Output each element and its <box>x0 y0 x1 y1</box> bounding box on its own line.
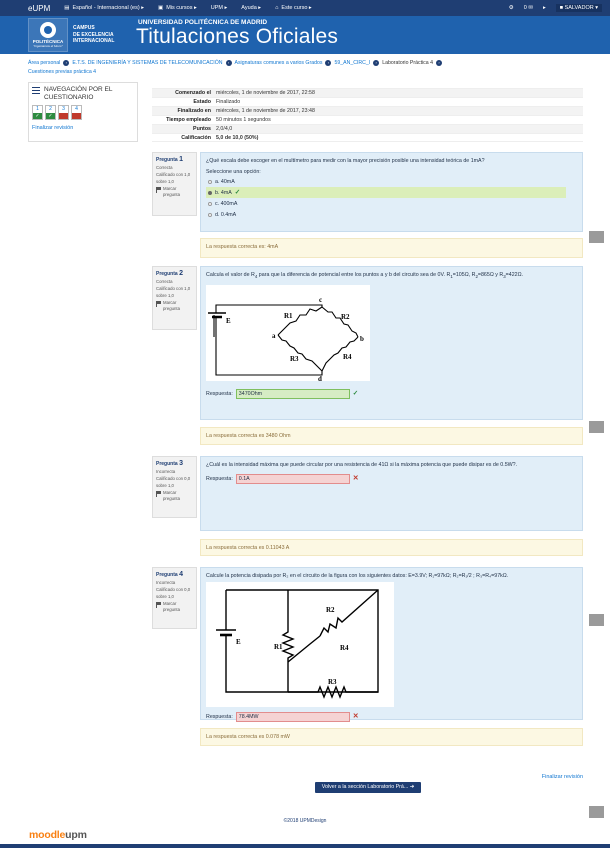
answer-input[interactable]: 78.4MW <box>236 712 350 722</box>
question-grade: Calificado con 1,0 sobre 1,0 <box>156 286 191 298</box>
question-grade: Calificado con 0,0 sobre 1,0 <box>156 587 191 599</box>
flag-label: Marcar pregunta <box>163 300 180 311</box>
label-r2: R2 <box>341 313 350 322</box>
university-name: UNIVERSIDAD POLITÉCNICA DE MADRID <box>138 19 268 26</box>
summary-key: Tiempo empleado <box>166 117 211 123</box>
question-num: 3 <box>179 460 183 467</box>
label-a: a <box>272 332 276 341</box>
brand-link[interactable]: eUPM <box>28 3 51 13</box>
my-courses-label: Mis cursos ▸ <box>166 5 197 11</box>
label-r1: R1 <box>284 312 293 321</box>
menu-icon <box>32 87 40 94</box>
campus-label <box>73 25 114 45</box>
language-menu[interactable] <box>64 5 144 11</box>
flag-label: Marcar pregunta <box>163 601 180 612</box>
breadcrumb-item[interactable]: E.T.S. DE INGENIERÍA Y SISTEMAS DE TELECOMUNICACIÓN <box>72 60 223 66</box>
this-course-label: Este curso ▸ <box>281 5 312 11</box>
quiz-navigation-title: NAVEGACIÓN POR EL <box>44 86 113 93</box>
correct-answer-feedback: La respuesta correcta es 0.11043 A <box>200 539 583 556</box>
question-info <box>152 456 197 518</box>
question-label: Pregunta <box>156 157 178 163</box>
bottom-line <box>0 844 610 848</box>
upm-menu[interactable] <box>211 5 228 11</box>
radio-button[interactable] <box>208 213 212 217</box>
question-number <box>156 270 193 278</box>
chevron-right-icon: › <box>373 60 379 66</box>
summary-row <box>152 97 583 106</box>
side-marker <box>589 614 604 626</box>
chevron-right-icon: › <box>436 60 442 66</box>
circuit-diagram <box>206 582 394 707</box>
summary-key: Estado <box>193 99 211 105</box>
back-button-label: Volver a la sección Laboratorio Prá... <box>321 784 409 790</box>
quiz-navigation-title: CUESTIONARIO <box>44 94 94 101</box>
question-text-part: =105Ω, R <box>452 272 476 278</box>
correct-answer-feedback: La respuesta correcta es 0.078 mW <box>200 728 583 746</box>
radio-button[interactable] <box>208 202 212 206</box>
question-buttons <box>32 105 137 120</box>
summary-value: Finalizado <box>216 99 241 105</box>
flag-question-button[interactable] <box>156 601 193 613</box>
answer-row <box>206 474 577 484</box>
summary-key: Finalizado en <box>177 108 211 114</box>
question-content <box>200 456 583 531</box>
label-r3: R3 <box>328 678 337 686</box>
attempt-summary-table <box>152 88 583 142</box>
logo-name: POLITÉCNICA <box>32 39 64 44</box>
top-navbar <box>0 0 610 16</box>
option-label: b. 4mA <box>215 189 232 196</box>
question-number: 4 <box>72 106 81 113</box>
question-button-2[interactable] <box>45 105 56 120</box>
question-grade: Calificado con 1,0 sobre 1,0 <box>156 172 191 184</box>
sign-in-icon: ➜ <box>409 784 415 790</box>
message-count: 0 <box>523 5 527 11</box>
summary-value: 50 minutos 1 segundos <box>216 117 271 123</box>
breadcrumb-item[interactable]: Área personal <box>28 60 61 66</box>
flag-icon <box>156 187 161 193</box>
user-name: SALVADOR ▾ <box>564 5 598 11</box>
question-text-sub: 4 <box>254 274 258 280</box>
answer-label: Respuesta: <box>206 714 233 720</box>
question-label: Pregunta <box>156 461 178 467</box>
flag-label: Marcar pregunta <box>163 490 180 501</box>
chevron-right-icon: › <box>325 60 331 66</box>
seal-icon <box>40 22 56 38</box>
breadcrumb <box>28 59 588 77</box>
answer-label: Respuesta: <box>206 391 233 398</box>
label-e: E <box>226 317 231 326</box>
help-menu[interactable] <box>241 5 261 11</box>
messages-button[interactable] <box>524 5 533 11</box>
campus-line: DE EXCELENCIA <box>73 31 114 38</box>
question-info <box>152 152 197 216</box>
expand-icon[interactable]: ▸ <box>542 5 546 11</box>
summary-value: 5,0 de 10,0 (50%) <box>216 135 259 141</box>
question-state: Correcta <box>156 279 173 284</box>
flag-icon <box>156 301 161 307</box>
option-c[interactable] <box>206 198 566 209</box>
label-d: d <box>318 375 322 382</box>
home-icon: ⌂ <box>275 5 279 11</box>
question-text-sub: 3 <box>503 274 506 280</box>
question-content <box>200 567 583 720</box>
help-label: Ayuda ▸ <box>241 5 262 11</box>
chevron-right-icon: › <box>226 60 232 66</box>
question-button-1[interactable] <box>32 105 43 120</box>
label-r2: R2 <box>326 606 335 614</box>
question-button-3[interactable] <box>58 105 69 120</box>
option-label: a. 40mA <box>215 178 235 185</box>
summary-row <box>152 106 583 115</box>
upm-label: UPM ▸ <box>210 5 228 11</box>
chevron-right-icon: › <box>63 60 69 66</box>
resistor-circuit-svg <box>206 582 394 707</box>
upm-logo[interactable] <box>28 18 68 52</box>
answer-input[interactable]: 0.1A <box>236 474 350 484</box>
question-content <box>200 266 583 420</box>
question-text-sub: 2 <box>475 274 478 280</box>
question-text <box>206 271 577 281</box>
breadcrumb-item[interactable]: Cuestiones previas práctica 4 <box>28 69 97 75</box>
question-content <box>200 152 583 232</box>
summary-row <box>152 124 583 133</box>
settings-icon[interactable]: ⚙ <box>508 5 514 11</box>
quiz-navigation-header <box>29 83 137 105</box>
finish-review-link[interactable]: Finalizar revisión <box>541 774 583 780</box>
question-number <box>156 460 193 468</box>
flag-question-button[interactable] <box>156 186 193 198</box>
label-c: c <box>319 296 323 305</box>
user-menu[interactable] <box>556 4 602 12</box>
question-text: ¿Qué escala debe escoger en el multímetro para medir con la mayor precisión posible una intensidad teórica de 1mA? <box>206 158 485 164</box>
moodle-logo-part: upm <box>65 829 87 841</box>
radio-button[interactable] <box>208 180 212 184</box>
copyright: ©2018 UPMDesign <box>283 818 327 824</box>
option-d[interactable] <box>206 209 566 220</box>
header-banner <box>0 16 610 54</box>
this-course-menu[interactable] <box>275 5 312 11</box>
option-b[interactable] <box>206 187 566 198</box>
avatar: ■ <box>559 5 564 11</box>
moodle-logo-part: moodle <box>29 829 66 841</box>
question-state: Incorrecta <box>156 469 176 474</box>
incorrect-status <box>59 113 68 119</box>
bridge-circuit-svg <box>206 285 370 381</box>
question-num: 1 <box>179 156 183 163</box>
label-e: E <box>236 638 241 646</box>
summary-value: miércoles, 1 de noviembre de 2017, 22:58 <box>216 90 315 96</box>
question-text: ¿Cuál es la intensidad máxima que puede circular por una resistencia de 41Ω si la máxima potencia que puede disipar es de 0.5W?. <box>206 462 518 468</box>
correct-answer-feedback: La respuesta correcta es: 4mA <box>200 238 583 258</box>
radio-button[interactable] <box>208 191 212 195</box>
label-r3: R3 <box>290 355 299 364</box>
summary-row <box>152 88 583 97</box>
check-icon: ✓ <box>33 113 42 119</box>
question-label: Pregunta <box>156 271 178 277</box>
summary-value: miércoles, 1 de noviembre de 2017, 23:48 <box>216 108 315 114</box>
question-text: Calcule la potencia disipada por R₂ en el circuito de la figura con los siguientes datos: E=3.9V; R₁=97kΩ; R₂=R₁/2 ; R₃=R₄=97kΩ. <box>206 573 509 579</box>
question-num: 4 <box>179 571 183 578</box>
summary-key: Calificación <box>181 135 211 141</box>
question-number: 3 <box>59 106 68 113</box>
side-marker <box>589 231 604 243</box>
label-b: b <box>360 335 364 344</box>
cross-icon: ✕ <box>352 713 359 720</box>
summary-key: Puntos <box>193 126 211 132</box>
breadcrumb-item[interactable]: Laboratorio Práctica 4 <box>382 60 433 66</box>
question-text-part: Calcula el valor de R <box>206 272 255 278</box>
incorrect-status <box>72 113 81 119</box>
question-state: Correcta <box>156 165 173 170</box>
answer-input[interactable]: 3470Ohm <box>236 389 350 399</box>
check-icon: ✓ <box>46 113 55 119</box>
label-r4: R4 <box>343 353 352 362</box>
side-marker <box>589 421 604 433</box>
question-text-part: =865Ω y R <box>477 272 504 278</box>
question-label: Pregunta <box>156 572 178 578</box>
question-info <box>152 266 197 330</box>
question-number: 2 <box>46 106 55 113</box>
summary-value: 2,0/4,0 <box>216 126 233 132</box>
question-button-4[interactable] <box>71 105 82 120</box>
back-to-section-button[interactable] <box>315 782 421 793</box>
summary-key: Comenzado el <box>175 90 211 96</box>
correct-answer-feedback: La respuesta correcta es 3480 Ohm <box>200 427 583 445</box>
flag-icon <box>156 491 161 497</box>
question-text-part: =422Ω. <box>505 272 524 278</box>
side-marker <box>589 806 604 818</box>
option-label: c. 400mA <box>215 200 238 207</box>
flag-icon <box>156 602 161 608</box>
question-number: 1 <box>33 106 42 113</box>
question-number <box>156 571 193 579</box>
summary-row <box>152 115 583 124</box>
answer-row <box>206 712 577 722</box>
question-info <box>152 567 197 629</box>
flag-question-button[interactable] <box>156 490 193 502</box>
flag-icon: ▤ <box>64 5 70 11</box>
option-a[interactable] <box>206 176 566 187</box>
my-courses-menu[interactable] <box>158 5 197 11</box>
option-prompt: Seleccione una opción: <box>206 169 261 175</box>
cross-icon: ✕ <box>352 475 359 482</box>
quiz-navigation-block <box>28 82 138 142</box>
question-num: 2 <box>179 270 183 277</box>
envelope-icon: ✉ <box>528 5 533 11</box>
courses-icon: ▣ <box>157 5 164 11</box>
question-number <box>156 156 193 164</box>
question-state: Incorrecta <box>156 580 176 585</box>
summary-row <box>152 133 583 142</box>
check-icon: ✓ <box>234 188 241 196</box>
site-title: Titulaciones Oficiales <box>136 25 339 48</box>
finish-review-link[interactable]: Finalizar revisión <box>32 125 74 131</box>
campus-line: CAMPUS <box>73 25 95 31</box>
answer-row <box>206 389 577 399</box>
label-r1: R1 <box>274 643 283 651</box>
question-text-sub: 1 <box>450 274 453 280</box>
check-icon: ✓ <box>352 390 359 398</box>
option-label: d. 0.4mA <box>215 211 237 218</box>
label-r4: R4 <box>340 644 349 652</box>
moodle-logo[interactable] <box>29 829 87 841</box>
question-text-part: para que la diferencia de potencial entre los puntos a y b del circuito sea de 0V. R <box>257 272 451 278</box>
flag-question-button[interactable] <box>156 300 193 312</box>
language-label: Español - Internacional (es) ▸ <box>72 5 144 11</box>
breadcrumb-item[interactable]: Asignaturas comunes a varios Grados <box>234 60 323 66</box>
campus-line: INTERNACIONAL <box>73 38 115 44</box>
circuit-diagram <box>206 285 370 381</box>
answer-label: Respuesta: <box>206 476 233 482</box>
question-grade: Calificado con 0,0 sobre 1,0 <box>156 476 191 488</box>
logo-slogan: "Ingeniamos el futuro" <box>33 44 63 48</box>
breadcrumb-item[interactable]: 59_AN_CIRC_I <box>334 60 371 66</box>
flag-label: Marcar pregunta <box>163 186 180 197</box>
